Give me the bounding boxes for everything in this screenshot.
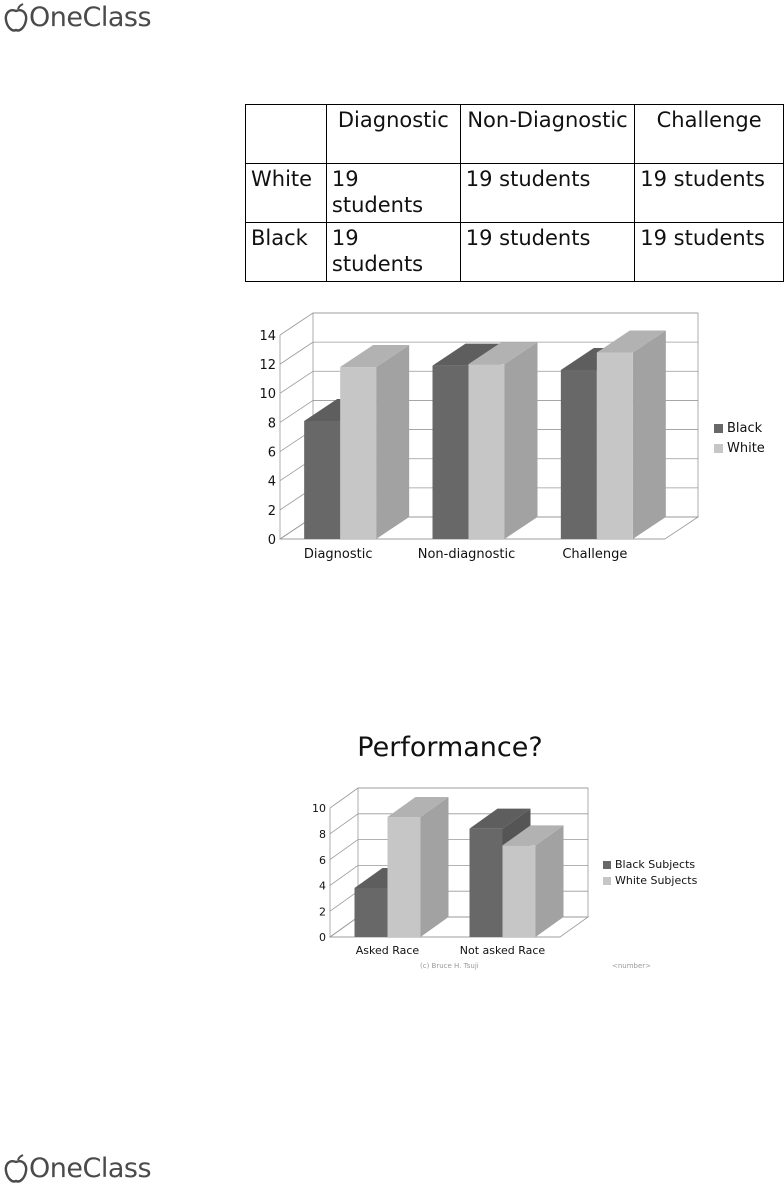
table-header-cell: Non-Diagnostic <box>460 105 635 164</box>
x-tick-label: Diagnostic <box>303 547 373 562</box>
oneclass-logo-bottom <box>4 1153 151 1184</box>
y-tick-label: 12 <box>259 358 276 374</box>
gridline-wall <box>330 814 358 834</box>
legend-swatch <box>603 877 611 885</box>
y-tick-label: 4 <box>319 879 326 893</box>
table-header-cell: Challenge <box>635 105 784 164</box>
table-row-label: Black <box>246 223 327 282</box>
copyright-credit: (c) Bruce H. Tsuji <box>420 962 479 970</box>
bar <box>355 888 388 937</box>
y-tick-label: 0 <box>267 532 276 548</box>
legend-swatch <box>603 861 611 869</box>
table-header-cell: Diagnostic <box>326 105 460 164</box>
x-tick-label: Non-diagnostic <box>417 547 516 562</box>
y-tick-label: 0 <box>319 931 326 945</box>
y-tick-label: 4 <box>267 474 276 490</box>
table-cell: 19 students <box>460 164 635 223</box>
legend-label: Black <box>727 421 763 436</box>
y-tick-label: 8 <box>319 827 326 841</box>
y-tick-label: 6 <box>319 853 326 867</box>
gridline-wall <box>330 865 358 885</box>
x-tick-label: Asked Race <box>355 944 420 957</box>
slide-number-placeholder: <number> <box>612 962 652 970</box>
y-tick-label: 6 <box>267 445 276 461</box>
gridline-wall <box>330 917 358 937</box>
bar-side <box>421 797 449 937</box>
gridline-wall <box>330 891 358 911</box>
table-cell: 19 students <box>635 223 784 282</box>
brand-name: OneClass <box>29 2 152 33</box>
y-tick-label: 10 <box>312 802 326 816</box>
y-tick-label: 8 <box>267 416 276 432</box>
y-tick-label: 2 <box>267 503 276 519</box>
table-cell: 19 students <box>326 164 460 223</box>
brand-name: OneClass <box>29 1153 152 1184</box>
y-tick-label: 2 <box>319 905 326 919</box>
gridline-wall <box>330 788 358 808</box>
performance-chart-title: Performance? <box>357 732 543 763</box>
apple-logo-icon <box>4 1154 28 1184</box>
legend-label: Black Subjects <box>615 858 696 871</box>
legend-label: White <box>727 441 765 456</box>
table-row-label: White <box>246 164 327 223</box>
bar <box>470 829 503 937</box>
bar <box>503 845 536 937</box>
legend-label: White Subjects <box>615 874 698 887</box>
table-cell: 19 students <box>460 223 635 282</box>
x-tick-label: Not asked Race <box>459 944 546 957</box>
table-cell: 19 students <box>326 223 460 282</box>
y-tick-label: 14 <box>259 328 276 344</box>
table-cell: 19 students <box>635 164 784 223</box>
y-tick-label: 10 <box>259 387 276 403</box>
gridline-wall <box>330 840 358 860</box>
bar <box>388 817 421 937</box>
x-tick-label: Challenge <box>562 547 628 562</box>
